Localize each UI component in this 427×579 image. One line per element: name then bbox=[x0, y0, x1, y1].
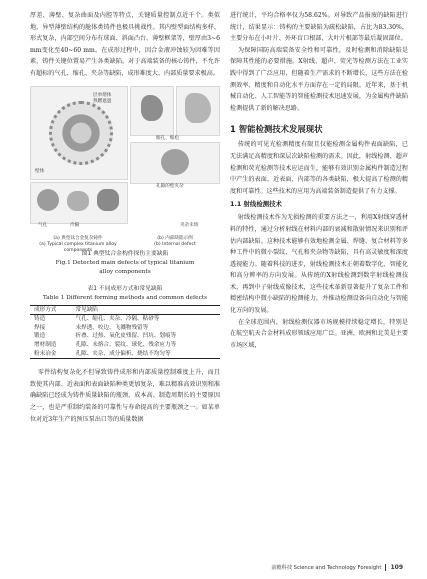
figure-label-bubble: 冷隔 bbox=[70, 222, 80, 228]
table-cell: 孔隙、未熔合、裂纹、球化、残余应力等 bbox=[75, 341, 177, 348]
sub-caption-b-en: (b) Internal defect bbox=[154, 241, 196, 247]
left-column bbox=[30, 10, 220, 425]
table-cell: 未焊透、咬边、飞溅物残留等 bbox=[75, 324, 149, 331]
table-cell: 锻造 bbox=[34, 333, 46, 340]
subsection-heading: 1.1 射线检测技术 bbox=[230, 200, 282, 209]
page-footer bbox=[271, 564, 403, 571]
figure-label-gate2: 熟燃遮遮 bbox=[93, 98, 112, 104]
body-paragraph: 射线检测技术作为无损检测的重要方法之一，利用X射线穿透材料的特性，通过分析射线在材料内部的衰减和散射情况来识别和评估内部缺陷。这种技术能够有效地检测金属、焊缝、复合材料等多种工件中的微小裂纹、气孔和夹杂物等缺陷，具有高灵敏度和深度透视能力。随着科技的进步，射线检测技术正朝着数字化、智能化和高分辨率的方向发展。从传统的X射线检测到数字射线检测技术，再到中子射线成像技术，这些技术革新显著提升了复杂工件和精密结构中微小缺陷的检测能力，并推动检测设备向自动化与智能化方向的发展。 bbox=[230, 214, 408, 315]
figure-label-slag: 夹杂未熔 bbox=[180, 222, 199, 228]
page-number: 109 bbox=[385, 564, 403, 571]
body-paragraph: 厚差、薄壁、复杂曲面及内腔等特点，关键质量控制点近千个。类似地，异型薄壁结构的舱体类铸件也极具挑战性。其内壁型面结构多样、形式复杂，内部空间分布有球面、斜面凸台、薄壁框架等，壁厚由3~6 mm变化至40~60 mm。在成形过程中，因合金液冲蚀较为因难等因素，铸件关键位置易产生各类缺陷。对于高端装备的核心铸件，不允许有超标的气孔、缩孔、夹杂等缺陷，成形难度大、内部质量要求极高。 bbox=[30, 12, 220, 77]
cold-shut-blob bbox=[67, 191, 89, 211]
table-header-row bbox=[30, 305, 220, 315]
table-cell: 焊接 bbox=[34, 324, 46, 331]
sub-caption-a-en: (a) Typical complex titanium alloy components bbox=[39, 241, 117, 253]
crack-blob bbox=[185, 93, 211, 123]
table-header-defects: 常见缺陷 bbox=[75, 306, 98, 313]
table-row bbox=[30, 315, 220, 324]
table-row bbox=[30, 332, 220, 341]
table-row bbox=[30, 324, 220, 333]
sub-caption-a-cn: (a) 典型钛合金复杂铸件 bbox=[53, 235, 103, 241]
figure-label-pores: 气孔 bbox=[38, 222, 48, 228]
table-cell: 粉末冶金 bbox=[34, 350, 57, 357]
table-cell: 折叠、过热、氧化皮残留、凹坑、划痕等 bbox=[75, 333, 177, 340]
body-paragraph: 在全球范围内，射线检测仪器市场规模持续稳定增长，特别是在航空航天合金材料成形领域应用广泛。亚洲、欧洲和北美是主要市场区域， bbox=[230, 318, 408, 349]
sub-captions bbox=[30, 235, 220, 253]
slag-blob bbox=[97, 189, 119, 211]
figure-1 bbox=[30, 86, 220, 236]
table-cell: 铸造 bbox=[34, 316, 46, 323]
body-paragraph: 传统的可见光检测精度有限且仅能检测金属构件表面缺陷，已无法满足高精度和深层次缺陷检测的需求。因此，射线检测、超声检测和荧光检测等技术应运而生，能够有效识别金属构件制造过程中产生的表面、近表面、内部等的各类缺陷，极大提高了检测的精度和可靠性。这些技术的应用为高端装备制造提供了有力支撑。 bbox=[230, 141, 408, 195]
body-paragraph: 进行统计，平均合格率仅为58.62%。对导致产品报废的缺陷进行统计，结果显示：铸构的主要缺陷为疏松缺陷，占比为83.30%，主要分布在小叶片、外环盲口根部、大叶片根部等最后凝固部位。 bbox=[230, 12, 408, 43]
defect-image-shrink bbox=[130, 86, 174, 136]
table-caption-cn: 表1 不同成形方式和常见缺陷 bbox=[87, 285, 163, 292]
figure-label-inclusion: 孔隙的壁夹杂 bbox=[156, 183, 184, 189]
shrink-blob bbox=[141, 95, 163, 121]
section-heading: 1 智能检测技术发展现状 bbox=[230, 124, 323, 135]
body-paragraph: 为保障国防高端装备安全性和可靠性，及时检测和消除缺陷是保障其性能的必要措施。X射线、超声、荧光等检测方法在工业实践中得到了广泛应用，但随着生产需求的不断增长，这些方法在检测效率、精度和自动化水平方面存在一定的局限。近年来，基于机械自动化、人工智能等的智能检测技术迅速发展，为金属构件缺陷检测提供了新的解决思路。 bbox=[230, 46, 408, 112]
right-column bbox=[230, 10, 408, 351]
table-row bbox=[30, 350, 220, 359]
figure-label-shrink: 缩孔、缩松 bbox=[156, 135, 179, 141]
defect-image-inclusion bbox=[130, 142, 220, 184]
titanium-component-image bbox=[30, 86, 128, 180]
figure-label-cracks: 壁体 bbox=[35, 168, 45, 174]
pore-blob bbox=[37, 189, 59, 211]
body-paragraph: 零件结构复杂化不但导致铸件成形和内部质量控制难度上升，而且致使其内部、近表面和表面缺陷种类更加复杂，难以精准高效识别和准确缺陷已经成为铸件质量缺陷的瓶颈、成本高、制造周期长的主要原因之一，也是严重制约装备的可靠性与寿命提高的主要瓶颈之一。如某单位对近3年生产的预压泵出口等的质量数据 bbox=[30, 369, 220, 423]
table-cell: 孔隙、夹杂、成分偏析、烧结不均匀等 bbox=[75, 350, 171, 357]
table-header-method: 成形方式 bbox=[34, 306, 57, 313]
defect-image-row bbox=[30, 182, 128, 224]
gear-component-shape bbox=[49, 98, 113, 165]
table-row bbox=[30, 341, 220, 350]
table-cell: 增材制造 bbox=[34, 341, 57, 348]
figure-caption-en-1: Fig.1 Detected main defects of typical titanium bbox=[55, 259, 195, 266]
defect-image-crack bbox=[176, 86, 220, 136]
figure-caption-en-2: alloy components bbox=[99, 268, 151, 275]
table-caption-en: Table 1 Different forming methods and common defects bbox=[42, 294, 208, 301]
sub-caption-b-cn: (b) 内部缺陷示例 bbox=[157, 235, 193, 241]
figure-caption-cn: 图1 典型钛合金构件探伤主要缺陷 bbox=[81, 250, 169, 257]
defects-table bbox=[30, 305, 220, 360]
inclusion-blob bbox=[161, 149, 189, 175]
figure-label-gate: 层单熔体 bbox=[93, 92, 112, 98]
journal-name: 前瞻科技 Science and Technology Foresight bbox=[271, 565, 382, 571]
table-cell: 气孔、缩孔、夹杂、冷隔、粘砂等 bbox=[75, 316, 160, 323]
